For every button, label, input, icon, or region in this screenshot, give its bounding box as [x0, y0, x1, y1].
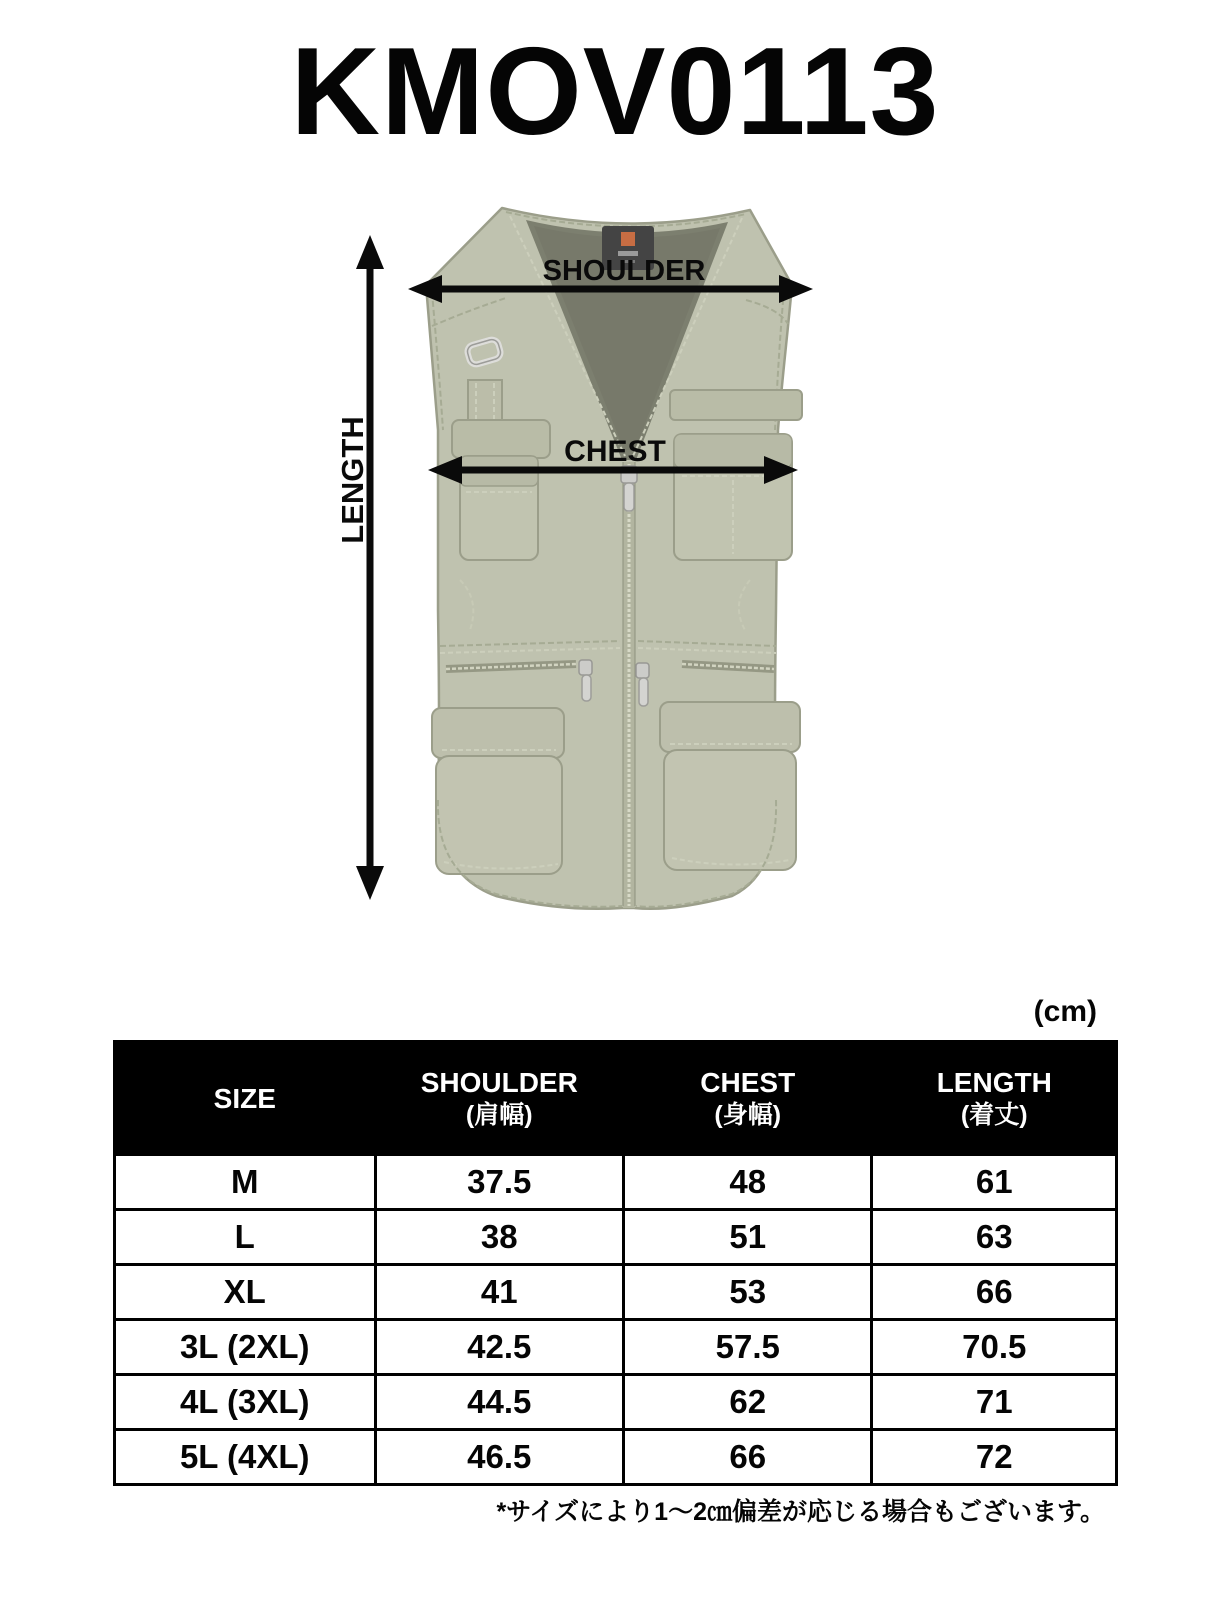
right-chest-pocket [674, 434, 792, 560]
right-welt-pocket [670, 390, 802, 420]
length-label: LENGTH [335, 416, 370, 544]
left-chest-pocket [452, 420, 550, 560]
measurement-cell: 66 [624, 1430, 872, 1485]
size-row-3L (2XL) [115, 1320, 1117, 1375]
right-cargo-pocket [660, 702, 800, 870]
measurement-cell: 66 [872, 1265, 1117, 1320]
footnote: *サイズにより1～2㎝偏差が応じる場合もございます。 [496, 1498, 1105, 1526]
size-cell: M [115, 1155, 376, 1210]
brand-logo [621, 232, 635, 246]
measurement-cell: 44.5 [375, 1375, 623, 1430]
measurement-cell: 38 [375, 1210, 623, 1265]
header-cell-shoulder: SHOULDER (肩幅) [375, 1042, 623, 1155]
vest-illustration [426, 208, 802, 909]
measurement-cell: 70.5 [872, 1320, 1117, 1375]
measurement-cell: 48 [624, 1155, 872, 1210]
measurement-cell: 71 [872, 1375, 1117, 1430]
measurement-cell: 53 [624, 1265, 872, 1320]
waist-zipper-right [682, 664, 774, 669]
measurement-cell: 46.5 [375, 1430, 623, 1485]
size-row-L [115, 1210, 1117, 1265]
size-table [113, 1040, 1118, 1486]
measurement-cell: 51 [624, 1210, 872, 1265]
measurement-cell: 37.5 [375, 1155, 623, 1210]
measurement-cell: 61 [872, 1155, 1117, 1210]
left-cargo-pocket [432, 708, 564, 874]
measurement-cell: 72 [872, 1430, 1117, 1485]
size-cell: 5L (4XL) [115, 1430, 376, 1485]
measurement-cell: 57.5 [624, 1320, 872, 1375]
unit-label: (cm) [1033, 995, 1097, 1028]
waist-zipper-left [446, 664, 576, 669]
size-row-M [115, 1155, 1117, 1210]
center-zipper [623, 462, 635, 908]
size-cell: XL [115, 1265, 376, 1320]
size-cell: 4L (3XL) [115, 1375, 376, 1430]
size-cell: 3L (2XL) [115, 1320, 376, 1375]
shoulder-label: SHOULDER [542, 255, 706, 287]
size-row-4L (3XL) [115, 1375, 1117, 1430]
chest-label: CHEST [564, 435, 666, 468]
measurement-cell: 41 [375, 1265, 623, 1320]
size-row-5L (4XL) [115, 1430, 1117, 1485]
length-arrow [335, 235, 384, 900]
header-cell-chest: CHEST (身幅) [624, 1042, 872, 1155]
measurement-cell: 63 [872, 1210, 1117, 1265]
size-cell: L [115, 1210, 376, 1265]
size-table-header [115, 1042, 1117, 1155]
header-cell-length: LENGTH (着丈) [872, 1042, 1117, 1155]
measurement-cell: 62 [624, 1375, 872, 1430]
header-cell-size: SIZE [115, 1042, 376, 1155]
size-row-XL [115, 1265, 1117, 1320]
page-title: KMOV0113 [290, 23, 940, 161]
measurement-cell: 42.5 [375, 1320, 623, 1375]
vest-diagram [330, 180, 930, 920]
